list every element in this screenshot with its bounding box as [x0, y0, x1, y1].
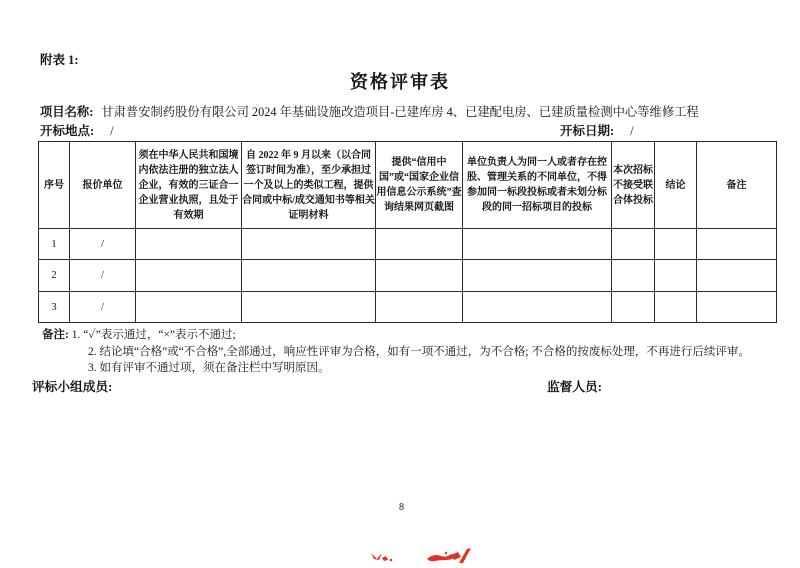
project-name-label: 项目名称:	[40, 105, 94, 119]
note-item: 1. “✓”表示通过，“×”表示不通过;	[71, 329, 236, 341]
row-number: 2	[39, 260, 70, 292]
header-experience: 自 2022 年 9 月以来（以合同签订时间为准），至少承担过一个及以上的类似工程，提供合同或中标/成交通知书等相关证明材料	[242, 142, 376, 229]
header-bidder: 报价单位	[70, 142, 136, 229]
bid-location-value: /	[110, 124, 114, 138]
table-header-row	[39, 142, 777, 229]
empty-cell	[242, 229, 376, 260]
empty-cell	[136, 292, 242, 323]
project-name-value: 甘肃普安制药股份有限公司 2024 年基础设施改造项目-已建库房 4、已建配电房、已建质量检测中心等维修工程	[101, 105, 699, 119]
empty-cell	[376, 260, 463, 292]
header-registration: 须在中华人民共和国境内依法注册的独立法人企业，有效的三证合一企业营业执照，且处于有效期	[136, 142, 242, 229]
bid-date-group	[560, 121, 634, 139]
page-title: 资格评审表	[350, 72, 450, 92]
page-number: 8	[399, 502, 404, 513]
empty-cell	[655, 229, 697, 260]
empty-cell	[463, 260, 612, 292]
empty-cell	[136, 260, 242, 292]
empty-cell	[242, 260, 376, 292]
header-conclusion: 结论	[655, 142, 697, 229]
empty-cell	[697, 229, 777, 260]
empty-cell	[655, 260, 697, 292]
empty-cell	[612, 229, 655, 260]
table-row	[39, 292, 777, 323]
header-affiliation: 单位负责人为同一人或者存在控股、管理关系的不同单位，不得参加同一标段投标或者未划分标段的同一招标项目的投标	[463, 142, 612, 229]
empty-cell	[376, 229, 463, 260]
note-item: 2. 结论填“合格”或“不合格”,全部通过，响应性评审为合格，如有一项不通过，为不合格; 不合格的按废标处理，不再进行后续评审。	[88, 345, 750, 358]
header-consortium: 本次招标不接受联合体投标	[612, 142, 655, 229]
row-number: 3	[39, 292, 70, 323]
bidder-cell: /	[70, 229, 136, 260]
table-row	[39, 260, 777, 292]
supervisor-label: 监督人员:	[547, 380, 602, 394]
appendix-label: 附表 1:	[40, 53, 79, 67]
bidder-cell: /	[70, 292, 136, 323]
header-serial: 序号	[39, 142, 70, 229]
table-row	[39, 229, 777, 260]
empty-cell	[697, 292, 777, 323]
note-line	[42, 327, 782, 344]
notes-label: 备注:	[42, 329, 69, 341]
empty-cell	[697, 260, 777, 292]
empty-cell	[242, 292, 376, 323]
empty-cell	[136, 229, 242, 260]
empty-cell	[612, 260, 655, 292]
qualification-table	[38, 141, 777, 323]
notes-section	[42, 327, 782, 377]
empty-cell	[463, 292, 612, 323]
bid-info-line	[40, 121, 778, 137]
empty-cell	[376, 292, 463, 323]
empty-cell	[655, 292, 697, 323]
bid-date-label: 开标日期:	[560, 124, 615, 138]
red-seal-fragment	[355, 545, 485, 568]
project-name-line	[40, 102, 785, 120]
bid-location-label: 开标地点:	[40, 124, 95, 138]
bidder-cell: /	[70, 260, 136, 292]
note-item: 3. 如有评审不通过项，须在备注栏中写明原因。	[88, 362, 330, 374]
evaluation-team-label: 评标小组成员:	[32, 380, 113, 394]
empty-cell	[463, 229, 612, 260]
header-credit: 提供“信用中国”或“国家企业信用信息公示系统”查询结果网页截图	[376, 142, 463, 229]
signature-line	[32, 376, 772, 394]
bid-date-value: /	[630, 124, 634, 138]
header-remarks: 备注	[697, 142, 777, 229]
row-number: 1	[39, 229, 70, 260]
empty-cell	[612, 292, 655, 323]
